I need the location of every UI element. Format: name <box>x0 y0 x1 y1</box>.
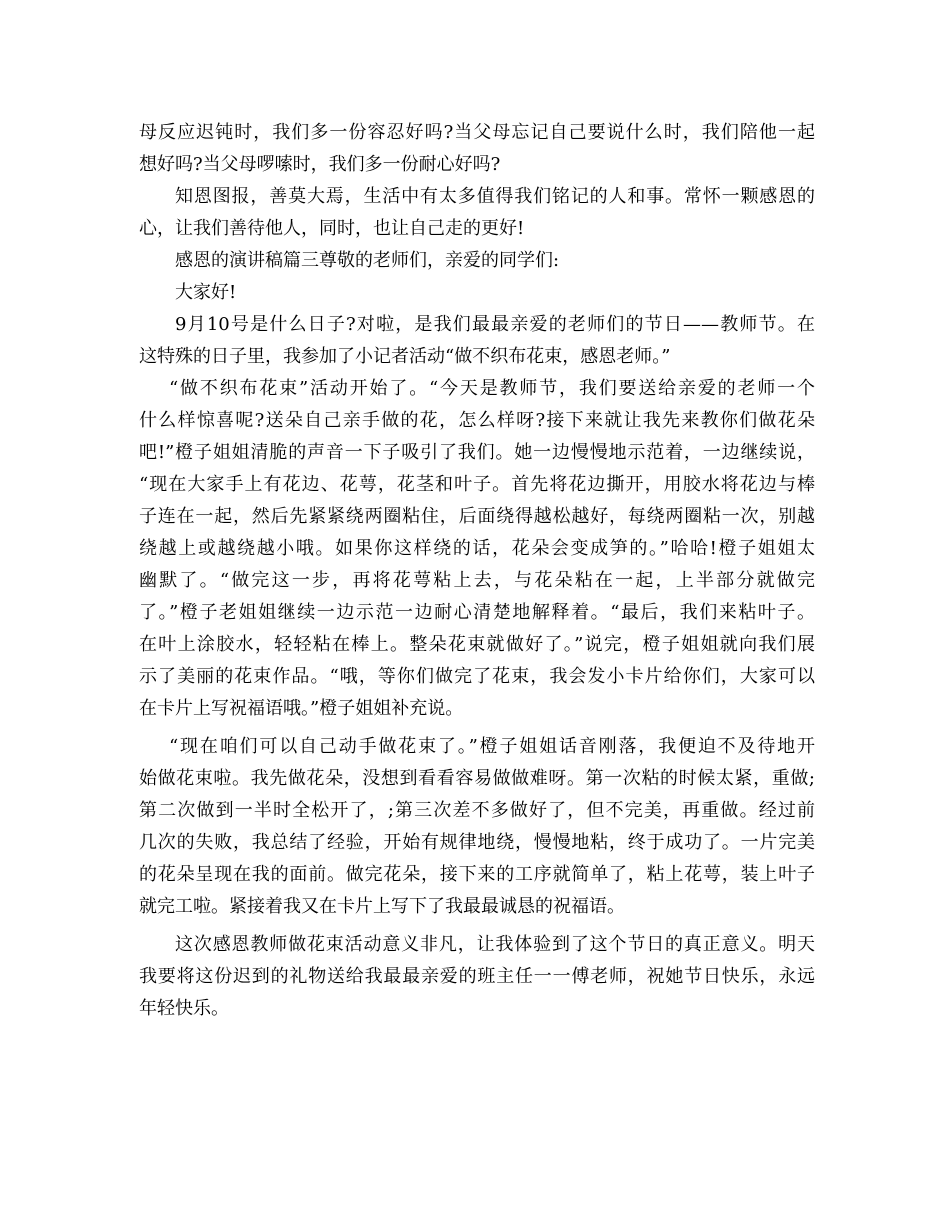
text-line: 我要将这份迟到的礼物送给我最最亲爱的班主任一一傅老师，祝她节日快乐，永远 <box>139 966 815 987</box>
text-line: 知恩图报，善莫大焉，生活中有太多值得我们铭记的人和事。常怀一颗感恩的 <box>175 186 815 207</box>
document-body <box>139 117 815 1025</box>
text-line: 什么样惊喜呢?送朵自己亲手做的花，怎么样呀?接下来就让我先来教你们做花朵 <box>139 410 815 431</box>
paragraph <box>139 117 815 181</box>
text-line: 绕越上或越绕越小哦。如果你这样绕的话，花朵会变成笋的。”哈哈!橙子姐姐太 <box>139 538 815 559</box>
paragraph <box>139 309 815 373</box>
text-line: 几次的失败，我总结了经验，开始有规律地绕，慢慢地粘，终于成功了。一片完美 <box>139 832 815 853</box>
paragraph <box>139 731 815 923</box>
text-line: “做不织布花束”活动开始了。“今天是教师节，我们要送给亲爱的老师一个 <box>169 378 815 399</box>
paragraph <box>139 277 815 309</box>
text-line: 第二次做到一半时全松开了，;第三次差不多做好了，但不完美，再重做。经过前 <box>139 800 815 821</box>
paragraph <box>139 373 815 725</box>
text-line: “现在咱们可以自己动手做花束了。”橙子姐姐话音刚落，我便迫不及待地开 <box>169 736 815 757</box>
text-line: 始做花束啦。我先做花朵，没想到看看容易做做难呀。第一次粘的时候太紧，重做; <box>139 768 815 789</box>
text-line: 这次感恩教师做花束活动意义非凡，让我体验到了这个节日的真正意义。明天 <box>175 934 815 955</box>
text-line: 9月10号是什么日子?对啦，是我们最最亲爱的老师们的节日——教师节。在 <box>175 314 815 335</box>
text-line: 的花朵呈现在我的面前。做完花朵，接下来的工序就简单了，粘上花萼，装上叶子 <box>139 864 815 885</box>
text-line: 了。”橙子老姐姐继续一边示范一边耐心清楚地解释着。“最后，我们来粘叶子。 <box>139 602 815 623</box>
text-line: 想好吗?当父母啰嗦时，我们多一份耐心好吗? <box>139 154 501 175</box>
paragraph <box>139 181 815 245</box>
text-line: 在卡片上写祝福语哦。”橙子姐姐补充说。 <box>139 698 464 719</box>
text-line: 在叶上涂胶水，轻轻粘在棒上。整朵花束就做好了。”说完，橙子姐姐就向我们展 <box>139 634 815 655</box>
paragraph <box>139 929 815 1025</box>
paragraph <box>139 245 815 277</box>
text-line: 心，让我们善待他人，同时，也让自己走的更好! <box>139 218 525 239</box>
text-line: 幽默了。“做完这一步，再将花萼粘上去，与花朵粘在一起，上半部分就做完 <box>139 570 815 591</box>
text-line: 吧!”橙子姐姐清脆的声音一下子吸引了我们。她一边慢慢地示范着，一边继续说， <box>139 442 815 463</box>
text-line: “现在大家手上有花边、花萼，花茎和叶子。首先将花边撕开，用胶水将花边与棒 <box>139 474 815 495</box>
text-line: 感恩的演讲稿篇三尊敬的老师们，亲爱的同学们: <box>175 250 560 271</box>
text-line: 母反应迟钝时，我们多一份容忍好吗?当父母忘记自己要说什么时，我们陪他一起 <box>139 122 815 143</box>
text-line: 示了美丽的花束作品。“哦，等你们做完了花束，我会发小卡片给你们，大家可以 <box>139 666 815 687</box>
text-line: 子连在一起，然后先紧紧绕两圈粘住，后面绕得越松越好，每绕两圈粘一次，别越 <box>139 506 815 527</box>
text-line: 这特殊的日子里，我参加了小记者活动“做不织布花束，感恩老师。” <box>139 346 671 367</box>
text-line: 就完工啦。紧接着我又在卡片上写下了我最最诚恳的祝福语。 <box>139 896 625 917</box>
text-line: 大家好! <box>175 282 237 303</box>
text-line: 年轻快乐。 <box>139 998 229 1019</box>
